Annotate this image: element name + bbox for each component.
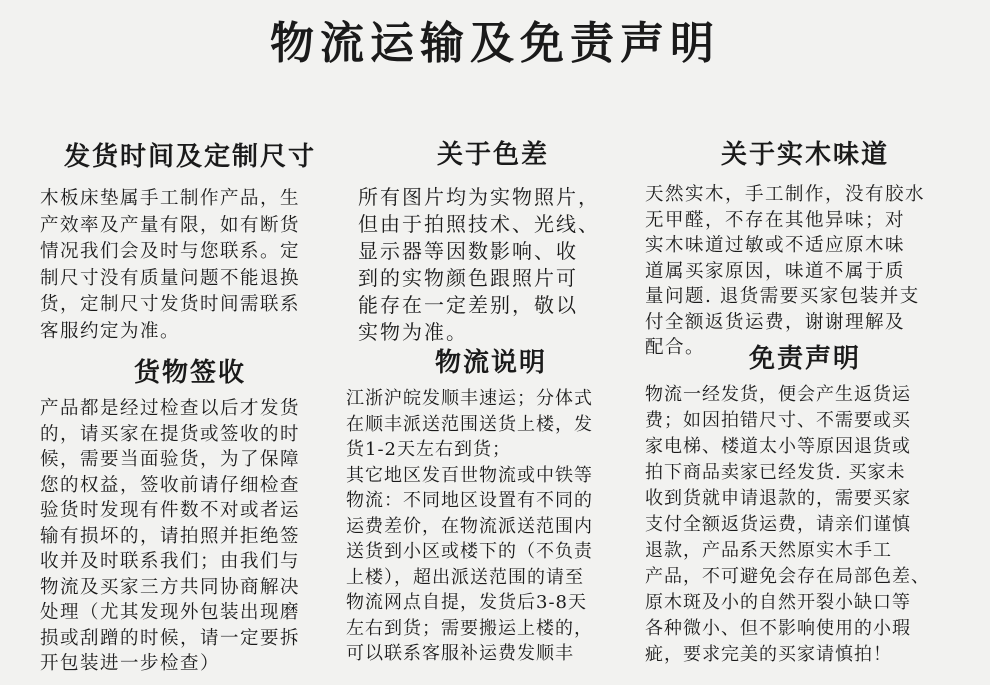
section-body — [645, 382, 965, 668]
text-line: 付全额返货运费，谢谢理解及 — [645, 311, 906, 333]
text-line: 处理（尤其发现外包装出现磨 — [40, 602, 301, 623]
section-heading: 关于实木味道 — [720, 140, 889, 170]
text-line: 退款，产品系天然原实木手工 — [645, 540, 892, 561]
text-line: 原木斑及小的自然开裂小缺口等 — [645, 592, 911, 613]
text-line: 货1-2天左右到货； — [346, 439, 511, 460]
text-line: 收到货就申请退款的，需要买家 — [645, 488, 911, 509]
text-line: 到的实物颜色跟照片可 — [358, 266, 578, 290]
text-line: 物流及买家三方共同协商解决 — [40, 576, 301, 598]
section-disclaimer — [645, 342, 965, 668]
section-body — [40, 186, 340, 345]
text-line: 物流一经发货，便会产生返货运 — [645, 384, 911, 405]
text-line: 候，需要当面验货，为了保障 — [40, 449, 301, 470]
text-line: 验货时发现有件数不对或者运 — [40, 500, 301, 521]
text-line: 产品都是经过检查以后才发货 — [40, 398, 301, 419]
text-line: 其它地区发百世物流或中铁等 — [346, 464, 593, 486]
text-line: 但由于拍照技术、光线、 — [358, 212, 600, 236]
text-line: 情况我们会及时与您联系。定 — [40, 241, 301, 262]
text-line: 输有损坏的，请拍照并拒绝签 — [40, 525, 301, 547]
text-line: 江浙沪皖发顺丰速运；分体式 — [346, 388, 593, 409]
text-line: 费；如因拍错尺寸、不需要或买 — [645, 410, 911, 431]
text-line: 客服约定为准。 — [40, 320, 181, 342]
section-color-difference — [358, 138, 628, 346]
text-line: 疵，要求完美的买家请慎拍！ — [645, 644, 892, 665]
section-goods-receipt — [40, 356, 340, 677]
section-logistics-info — [346, 346, 636, 667]
text-line: 木板床垫属手工制作产品，生 — [40, 188, 301, 209]
text-line: 收并及时联系我们；由我们与 — [40, 551, 301, 572]
text-line: 显示器等因数影响、收 — [358, 239, 578, 263]
text-line: 各种微小、但不影响使用的小瑕 — [645, 618, 911, 639]
text-line: 能存在一定差别，敬以 — [358, 293, 578, 317]
text-line: 拍下商品卖家已经发货. 买家未 — [645, 462, 906, 483]
section-shipping-time — [40, 140, 340, 345]
section-heading: 免责声明 — [748, 344, 861, 374]
text-line: 的，请买家在提货或签收的时 — [40, 423, 301, 445]
text-line: 配合。 — [645, 337, 706, 358]
section-body — [358, 184, 628, 346]
text-line: 天然实木，手工制作，没有胶水 — [645, 184, 926, 205]
text-line: 左右到货；需要搬运上楼的， — [346, 617, 593, 639]
text-line: 支付全额返货运费，请亲们谨慎 — [645, 514, 911, 535]
section-body — [645, 182, 965, 361]
text-line: 无甲醛，不存在其他异味；对 — [645, 209, 906, 231]
text-line: 在顺丰派送范围送货上楼，发 — [346, 413, 593, 435]
text-line: 上楼），超出派送范围的请至 — [346, 566, 584, 588]
text-line: 开包装进一步检查） — [40, 653, 221, 674]
section-heading: 货物签收 — [133, 358, 246, 388]
section-heading: 关于色差 — [436, 140, 549, 170]
text-line: 量问题. 退货需要买家包装并支 — [645, 286, 920, 307]
text-line: 所有图片均为实物照片， — [358, 185, 600, 209]
text-line: 物流：不同地区设置有不同的 — [346, 490, 593, 511]
text-line: 家电梯、楼道太小等原因退货或 — [645, 436, 911, 457]
section-body — [346, 386, 636, 667]
section-heading: 物流说明 — [434, 348, 547, 378]
section-heading: 发货时间及定制尺寸 — [63, 142, 316, 172]
text-line: 实物为准。 — [358, 320, 468, 344]
text-line: 产效率及产量有限，如有断货 — [40, 214, 301, 236]
text-line: 物流网点自提，发货后3-8天 — [346, 592, 587, 613]
text-line: 送货到小区或楼下的（不负责 — [346, 541, 593, 562]
text-line: 您的权益，签收前请仔细检查 — [40, 474, 301, 496]
text-line: 道属买家原因，味道不属于质 — [645, 260, 906, 282]
text-line: 运费差价，在物流派送范围内 — [346, 515, 593, 537]
text-line: 损或刮蹭的时候，请一定要拆 — [40, 627, 301, 649]
text-line: 实木味道过敏或不适应原木味 — [645, 235, 906, 256]
section-body — [40, 396, 340, 677]
page-title: 物流运输及免责声明 — [270, 18, 720, 69]
text-line: 产品，不可避免会存在局部色差、 — [645, 566, 930, 587]
text-line: 货，定制尺寸发货时间需联系 — [40, 294, 301, 315]
section-wood-smell — [645, 138, 965, 361]
text-line: 制尺寸没有质量问题不能退换 — [40, 267, 301, 289]
text-line: 可以联系客服补运费发顺丰 — [346, 643, 574, 664]
